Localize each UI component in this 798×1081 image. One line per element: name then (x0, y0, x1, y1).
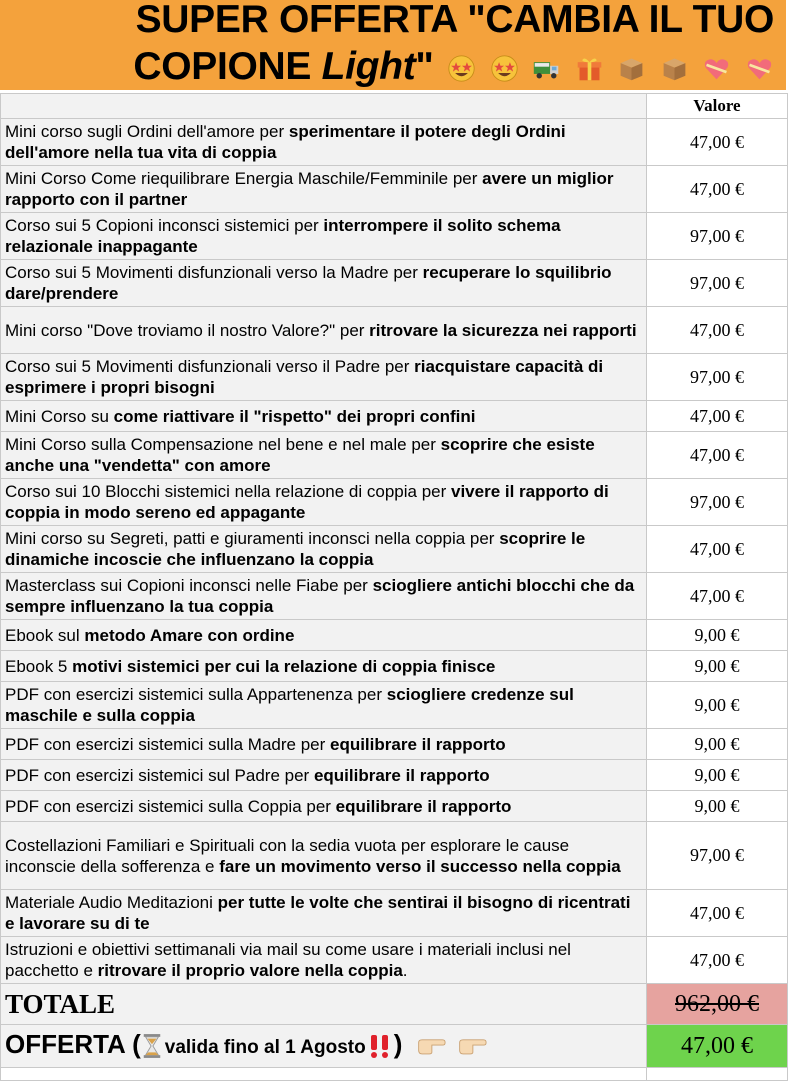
item-value: 47,00 € (647, 307, 788, 354)
table-row (1, 573, 788, 620)
item-description: PDF con esercizi sistemici sulla Madre per equilibrare il rapporto (1, 729, 647, 760)
item-value: 47,00 € (647, 573, 788, 620)
item-description: Ebook 5 motivi sistemici per cui la relazione di coppia finisce (1, 651, 647, 682)
table-row (1, 401, 788, 432)
value-column-header: Valore (647, 94, 788, 119)
table-row (1, 307, 788, 354)
table-row (1, 937, 788, 984)
item-value: 47,00 € (647, 937, 788, 984)
item-value: 47,00 € (647, 526, 788, 573)
item-value: 47,00 € (647, 890, 788, 937)
item-description: Ebook sul metodo Amare con ordine (1, 620, 647, 651)
item-value: 9,00 € (647, 791, 788, 822)
table-row (1, 526, 788, 573)
item-value: 97,00 € (647, 213, 788, 260)
item-description: Mini corso su Segreti, patti e giuramenti inconsci nella coppia per scoprire le dinamiche incoscie che influenzano la coppia (1, 526, 647, 573)
item-description: PDF con esercizi sistemici sulla Appartenenza per sciogliere credenze sul maschile e sulla coppia (1, 682, 647, 729)
table-row (1, 213, 788, 260)
item-value: 47,00 € (647, 401, 788, 432)
table-tail-row (1, 1068, 788, 1081)
gift-icon (575, 54, 604, 83)
item-description: PDF con esercizi sistemici sul Padre per equilibrare il rapporto (1, 760, 647, 791)
item-value: 97,00 € (647, 479, 788, 526)
item-value: 9,00 € (647, 682, 788, 729)
item-value: 97,00 € (647, 822, 788, 890)
table-row (1, 119, 788, 166)
package-icon (617, 54, 646, 83)
item-description: Masterclass sui Copioni inconsci nelle Fiabe per sciogliere antichi blocchi che da sempre influenzano la tua coppia (1, 573, 647, 620)
star-struck-icon (490, 54, 519, 83)
item-description: Mini Corso sulla Compensazione nel bene e nel male per scoprire che esiste anche una "vendetta" con amore (1, 432, 647, 479)
item-description: Corso sui 5 Copioni inconsci sistemici per interrompere il solito schema relazionale inappagante (1, 213, 647, 260)
item-description: Mini corso "Dove troviamo il nostro Valore?" per ritrovare la sicurezza nei rapporti (1, 307, 647, 354)
star-struck-icon (447, 54, 476, 83)
item-value: 9,00 € (647, 620, 788, 651)
table-row (1, 620, 788, 651)
total-value: 962,00 € (647, 984, 788, 1025)
item-description: Istruzioni e obiettivi settimanali via mail su come usare i materiali inclusi nel pacchetto e ritrovare il proprio valore nella coppia. (1, 937, 647, 984)
table-row (1, 760, 788, 791)
tail-cell (1, 1068, 647, 1081)
total-row (1, 984, 788, 1025)
item-description: Corso sui 5 Movimenti disfunzionali verso il Padre per riacquistare capacità di esprimere i propri bisogni (1, 354, 647, 401)
table-row (1, 432, 788, 479)
item-value: 9,00 € (647, 651, 788, 682)
offer-value: 47,00 € (647, 1025, 788, 1068)
banner-title-line-2: COPIONE Light" (133, 47, 774, 87)
tail-cell (647, 1068, 788, 1081)
item-description: Materiale Audio Meditazioni per tutte le volte che sentirai il bisogno di ricentrati e lavorare su di te (1, 890, 647, 937)
item-description: PDF con esercizi sistemici sulla Coppia per equilibrare il rapporto (1, 791, 647, 822)
table-row (1, 651, 788, 682)
item-value: 47,00 € (647, 166, 788, 213)
item-value: 47,00 € (647, 119, 788, 166)
table-row (1, 729, 788, 760)
table-row (1, 166, 788, 213)
banner-title-line-1: SUPER OFFERTA "CAMBIA IL TUO (135, 0, 774, 41)
package-icon (660, 54, 689, 83)
item-value: 97,00 € (647, 260, 788, 307)
pointing-right-icon (457, 1035, 487, 1057)
item-description: Mini corso sugli Ordini dell'amore per sperimentare il potere degli Ordini dell'amore nella tua vita di coppia (1, 119, 647, 166)
pointing-right-icon (416, 1035, 446, 1057)
item-value: 9,00 € (647, 729, 788, 760)
header-empty-cell (1, 94, 647, 119)
table-row (1, 354, 788, 401)
offer-banner (0, 0, 786, 90)
item-value: 47,00 € (647, 432, 788, 479)
table-header-row (1, 94, 788, 119)
heart-ribbon-icon (745, 54, 774, 83)
item-description: Mini Corso su come riattivare il "rispetto" dei propri confini (1, 401, 647, 432)
table-row (1, 479, 788, 526)
delivery-truck-icon (532, 54, 561, 83)
total-label: TOTALE (1, 984, 647, 1025)
item-description: Costellazioni Familiari e Spirituali con la sedia vuota per esplorare le cause inconscie della sofferenza e fare un movimento verso il successo nella coppia (1, 822, 647, 890)
table-row (1, 890, 788, 937)
offer-row (1, 1025, 788, 1068)
table-row (1, 791, 788, 822)
double-exclamation-icon (367, 1033, 393, 1059)
hourglass-icon (141, 1033, 163, 1059)
heart-ribbon-icon (702, 54, 731, 83)
item-value: 9,00 € (647, 760, 788, 791)
item-value: 97,00 € (647, 354, 788, 401)
table-row (1, 682, 788, 729)
item-description: Corso sui 10 Blocchi sistemici nella relazione di coppia per vivere il rapporto di coppia in modo sereno ed appagante (1, 479, 647, 526)
item-description: Corso sui 5 Movimenti disfunzionali verso la Madre per recuperare lo squilibrio dare/prendere (1, 260, 647, 307)
item-description: Mini Corso Come riequilibrare Energia Maschile/Femminile per avere un miglior rapporto con il partner (1, 166, 647, 213)
offer-table (0, 93, 788, 1081)
table-row (1, 822, 788, 890)
offer-label: OFFERTA ( valida fino al 1 Agosto ) (1, 1025, 647, 1068)
table-row (1, 260, 788, 307)
